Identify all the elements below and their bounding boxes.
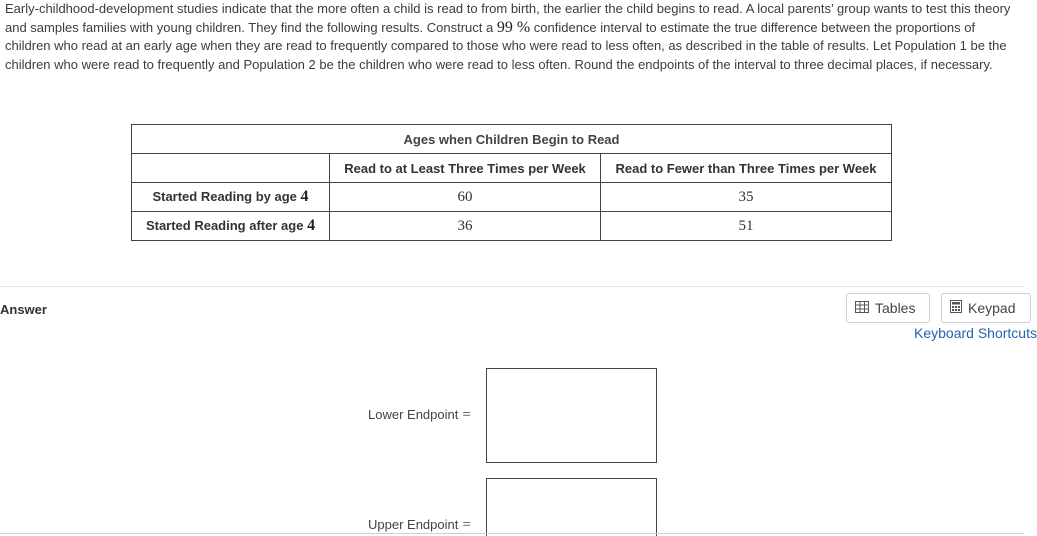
row-label: Started Reading by age (152, 189, 297, 204)
table-title: Ages when Children Begin to Read (132, 125, 892, 154)
equals-sign: = (462, 517, 471, 533)
table-cell: 36 (330, 212, 601, 241)
answer-label: Answer (0, 302, 47, 317)
calculator-icon (950, 300, 962, 316)
lower-endpoint-input[interactable] (486, 368, 657, 463)
upper-endpoint-label (368, 517, 471, 534)
table-row (132, 212, 892, 241)
results-table (131, 124, 892, 241)
table-cell: 35 (601, 183, 892, 212)
column-header-frequent: Read to at Least Three Times per Week (330, 154, 601, 183)
table-grid-icon (855, 300, 869, 316)
keypad-button-label: Keypad (968, 300, 1016, 316)
row-header-after-age (132, 212, 330, 241)
table-row (132, 183, 892, 212)
problem-text-part1: Early-childhood-development studies indicate that the more often a child is read to from birth, the earlier the child begins to read. A local parents’ group wants to test this theory and samples families with young children. They find the following results. Construct a (5, 1, 1011, 35)
upper-endpoint-text: Upper Endpoint (368, 517, 459, 532)
column-header-less-often: Read to Fewer than Three Times per Week (601, 154, 892, 183)
table-cell: 51 (601, 212, 892, 241)
tables-button[interactable] (846, 293, 930, 323)
confidence-level: 99 % (496, 18, 531, 36)
problem-statement (5, 0, 1019, 74)
row-header-by-age (132, 183, 330, 212)
table-title-row (132, 125, 892, 154)
keypad-button[interactable] (941, 293, 1031, 323)
lower-endpoint-label (368, 407, 471, 424)
row-age: 4 (300, 188, 309, 205)
empty-header-cell (132, 154, 330, 183)
row-age: 4 (307, 217, 316, 234)
keyboard-shortcuts-link[interactable]: Keyboard Shortcuts (914, 325, 1037, 341)
table-cell: 60 (330, 183, 601, 212)
bottom-border (0, 533, 1024, 534)
lower-endpoint-text: Lower Endpoint (368, 407, 459, 422)
tables-button-label: Tables (875, 300, 916, 316)
equals-sign: = (462, 407, 471, 423)
upper-endpoint-input[interactable] (486, 478, 657, 536)
table-header-row (132, 154, 892, 183)
row-label: Started Reading after age (145, 218, 304, 233)
section-divider (0, 286, 1024, 287)
problem-text-part2: confidence interval to estimate the true difference between the proportions of children who read at an early age when they are read to frequently compared to those who were read to less often, as described in the table of results. Let Population 1 be the children who were read to frequently and Population 2 be the children who were read to less often. Round the endpoints of the interval to three decimal places, if necessary. (5, 19, 1007, 72)
